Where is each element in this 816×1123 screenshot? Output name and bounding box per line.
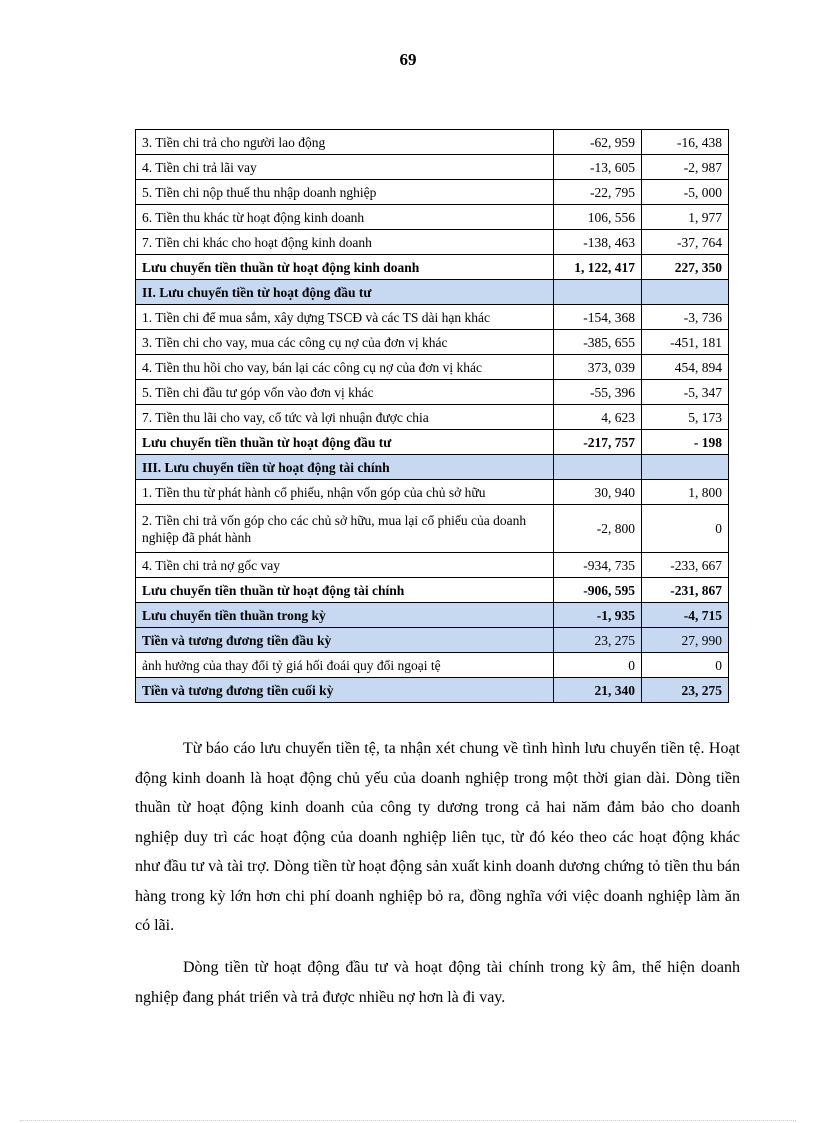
- value-year-2: 27, 990: [642, 628, 729, 653]
- value-year-1: -13, 605: [554, 155, 642, 180]
- value-year-2: 1, 800: [642, 480, 729, 505]
- value-year-2: 5, 173: [642, 405, 729, 430]
- row-label: 4. Tiền chi trả lãi vay: [136, 155, 554, 180]
- row-label: ảnh hưởng của thay đổi tỷ giá hối đoái quy đổi ngoại tệ: [136, 653, 554, 678]
- page-number: 69: [399, 50, 417, 69]
- row-label: 3. Tiền chi cho vay, mua các công cụ nợ của đơn vị khác: [136, 330, 554, 355]
- value-year-2: 454, 894: [642, 355, 729, 380]
- value-year-1: 4, 623: [554, 405, 642, 430]
- row-label: 4. Tiền chi trả nợ gốc vay: [136, 553, 554, 578]
- value-year-2: -4, 715: [642, 603, 729, 628]
- table-row: [136, 205, 729, 230]
- value-year-2: 227, 350: [642, 255, 729, 280]
- value-year-2: -231, 867: [642, 578, 729, 603]
- table-row: [136, 380, 729, 405]
- row-label: 5. Tiền chi đầu tư góp vốn vào đơn vị khác: [136, 380, 554, 405]
- value-year-2: -5, 000: [642, 180, 729, 205]
- row-label: 3. Tiền chi trả cho người lao động: [136, 130, 554, 155]
- table-row: [136, 155, 729, 180]
- value-year-1: -55, 396: [554, 380, 642, 405]
- value-year-1: 23, 275: [554, 628, 642, 653]
- value-year-2: -2, 987: [642, 155, 729, 180]
- value-year-1: 106, 556: [554, 205, 642, 230]
- analysis-paragraph-2: Dòng tiền từ hoạt động đầu tư và hoạt động tài chính trong kỳ âm, thể hiện doanh nghiệp đang phát triển và trả được nhiều nợ hơn là đi vay.: [135, 959, 740, 1006]
- table-row: [136, 455, 729, 480]
- table-row: [136, 330, 729, 355]
- row-label: 1. Tiền thu từ phát hành cổ phiếu, nhận vốn góp của chủ sở hữu: [136, 480, 554, 505]
- value-year-1: -62, 959: [554, 130, 642, 155]
- table-row: [136, 130, 729, 155]
- row-label: Lưu chuyển tiền thuần trong kỳ: [136, 603, 554, 628]
- table-row: [136, 678, 729, 703]
- value-year-1: -934, 735: [554, 553, 642, 578]
- table-row: [136, 430, 729, 455]
- row-label: Lưu chuyển tiền thuần từ hoạt động tài chính: [136, 578, 554, 603]
- row-label: II. Lưu chuyển tiền từ hoạt động đầu tư: [136, 280, 554, 305]
- row-label: Tiền và tương đương tiền đầu kỳ: [136, 628, 554, 653]
- value-year-2: 0: [642, 653, 729, 678]
- value-year-2: -233, 667: [642, 553, 729, 578]
- value-year-2: 0: [642, 505, 729, 553]
- value-year-2: [642, 455, 729, 480]
- table-row: [136, 553, 729, 578]
- value-year-1: [554, 455, 642, 480]
- table-row: [136, 180, 729, 205]
- value-year-1: -22, 795: [554, 180, 642, 205]
- value-year-1: 0: [554, 653, 642, 678]
- table-row: [136, 578, 729, 603]
- value-year-2: - 198: [642, 430, 729, 455]
- table-row: [136, 255, 729, 280]
- cash-flow-table: [135, 129, 729, 703]
- table-row: [136, 280, 729, 305]
- table-row: [136, 603, 729, 628]
- row-label: Tiền và tương đương tiền cuối kỳ: [136, 678, 554, 703]
- value-year-1: -2, 800: [554, 505, 642, 553]
- row-label: 1. Tiền chi để mua sắm, xây dựng TSCĐ và các TS dài hạn khác: [136, 305, 554, 330]
- cash-flow-table-body: [136, 130, 729, 703]
- value-year-2: 23, 275: [642, 678, 729, 703]
- row-label: 2. Tiền chi trả vốn góp cho các chủ sở hữu, mua lại cổ phiếu của doanh nghiệp đã phát hành: [136, 505, 554, 553]
- table-row: [136, 653, 729, 678]
- table-row: [136, 405, 729, 430]
- value-year-1: -217, 757: [554, 430, 642, 455]
- value-year-2: -16, 438: [642, 130, 729, 155]
- value-year-1: -138, 463: [554, 230, 642, 255]
- value-year-1: -1, 935: [554, 603, 642, 628]
- row-label: Lưu chuyển tiền thuần từ hoạt động đầu tư: [136, 430, 554, 455]
- value-year-2: -37, 764: [642, 230, 729, 255]
- row-label: 6. Tiền thu khác từ hoạt động kinh doanh: [136, 205, 554, 230]
- table-row: [136, 355, 729, 380]
- table-row: [136, 230, 729, 255]
- row-label: 4. Tiền thu hồi cho vay, bán lại các công cụ nợ của đơn vị khác: [136, 355, 554, 380]
- value-year-2: [642, 280, 729, 305]
- row-label: 5. Tiền chi nộp thuế thu nhập doanh nghiệp: [136, 180, 554, 205]
- analysis-paragraph-1: Từ báo cáo lưu chuyển tiền tệ, ta nhận xét chung về tình hình lưu chuyển tiền tệ. Hoạt động kinh doanh là hoạt động chủ yếu của doanh nghiệp trong một thời gian dài. Dòng tiền thuần từ hoạt động kinh doanh của công ty dương trong cả hai năm đảm bảo cho doanh nghiệp duy trì các hoạt động của doanh nghiệp liên tục, từ đó kéo theo các hoạt động khác như đầu tư và tài trợ. Dòng tiền từ hoạt động sản xuất kinh doanh dương chứng tỏ tiền thu bán hàng trong kỳ lớn hơn chi phí doanh nghiệp bỏ ra, đồng nghĩa với việc doanh nghiệp làm ăn có lãi.: [135, 740, 740, 934]
- value-year-1: -385, 655: [554, 330, 642, 355]
- page-bottom-border: [20, 1120, 796, 1121]
- value-year-2: -451, 181: [642, 330, 729, 355]
- value-year-1: -906, 595: [554, 578, 642, 603]
- value-year-2: -5, 347: [642, 380, 729, 405]
- value-year-1: 373, 039: [554, 355, 642, 380]
- row-label: Lưu chuyển tiền thuần từ hoạt động kinh doanh: [136, 255, 554, 280]
- row-label: 7. Tiền thu lãi cho vay, cổ tức và lợi nhuận được chia: [136, 405, 554, 430]
- row-label: 7. Tiền chi khác cho hoạt động kinh doanh: [136, 230, 554, 255]
- value-year-1: 21, 340: [554, 678, 642, 703]
- value-year-2: 1, 977: [642, 205, 729, 230]
- value-year-1: [554, 280, 642, 305]
- table-row: [136, 505, 729, 553]
- table-row: [136, 628, 729, 653]
- table-row: [136, 480, 729, 505]
- row-label: III. Lưu chuyển tiền từ hoạt động tài chính: [136, 455, 554, 480]
- value-year-1: -154, 368: [554, 305, 642, 330]
- table-row: [136, 305, 729, 330]
- value-year-1: 30, 940: [554, 480, 642, 505]
- value-year-1: 1, 122, 417: [554, 255, 642, 280]
- value-year-2: -3, 736: [642, 305, 729, 330]
